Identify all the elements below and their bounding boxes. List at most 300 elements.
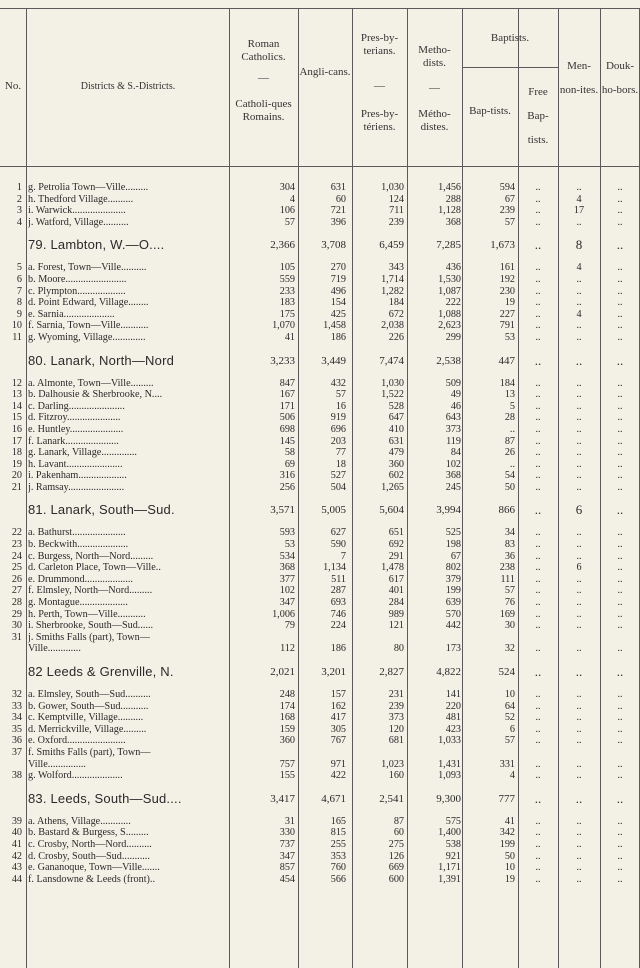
- cell-value: 647: [388, 412, 404, 424]
- cell-value: ..: [576, 481, 582, 493]
- subdistrict-name: e. Oxford.......................: [28, 735, 126, 747]
- cell-value: 159: [279, 723, 295, 735]
- header-methodists: Metho-dists.: [418, 44, 451, 69]
- table-row: [0, 470, 640, 482]
- cell-value: 511: [331, 573, 346, 585]
- cell-value: 175: [279, 308, 295, 320]
- table-row: [0, 297, 640, 309]
- cell-value: ..: [576, 735, 582, 747]
- subdistrict-name: b. Gower, South—Sud...........: [28, 700, 149, 712]
- cell-value: 199: [499, 838, 515, 850]
- cell-value: 46: [450, 400, 461, 412]
- cell-value: 239: [388, 700, 404, 712]
- table-row: [0, 724, 640, 736]
- cell-value: ..: [535, 285, 541, 297]
- cell-value: 506: [279, 412, 295, 424]
- subdistrict-name: h. Perth, Town—Ville...........: [28, 608, 146, 620]
- cell-value: 57: [284, 216, 295, 228]
- cell-value: 509: [445, 377, 461, 389]
- cell-value: ..: [617, 873, 623, 885]
- subdistrict-name: c. Plympton...................: [28, 285, 126, 297]
- subdistrict-name: Ville.............: [28, 643, 81, 655]
- cell-value: 590: [330, 539, 346, 551]
- cell-value: 570: [445, 608, 461, 620]
- cell-value: 57: [504, 735, 515, 747]
- header-free-baptists: Free Bap-tists.: [527, 86, 549, 146]
- cell-value: 2,541: [379, 792, 404, 805]
- cell-value: ..: [576, 573, 582, 585]
- cell-value: 538: [445, 838, 461, 850]
- header-roman-catholics: Roman Catholics.: [241, 38, 286, 63]
- cell-value: ..: [617, 400, 623, 412]
- cell-value: 121: [388, 620, 404, 632]
- row-number: 10: [11, 320, 22, 332]
- cell-value: 30: [504, 620, 515, 632]
- row-number: 35: [11, 723, 22, 735]
- cell-value: ..: [576, 850, 582, 862]
- cell-value: 174: [279, 700, 295, 712]
- cell-value: ..: [576, 435, 582, 447]
- cell-value: 347: [279, 597, 295, 609]
- subdistrict-name: a. Athens, Village............: [28, 815, 131, 827]
- cell-value: ..: [576, 585, 582, 597]
- row-number: 24: [11, 550, 22, 562]
- cell-value: 1,134: [323, 562, 346, 574]
- table-row: [0, 701, 640, 713]
- cell-value: 270: [330, 262, 346, 274]
- cell-value: 575: [445, 815, 461, 827]
- cell-value: 239: [499, 205, 515, 217]
- table-row: [0, 712, 640, 724]
- table-row: [0, 436, 640, 448]
- cell-value: 111: [500, 573, 515, 585]
- cell-value: 231: [388, 689, 404, 700]
- table-row: [0, 309, 640, 321]
- subdistrict-name: i. Warwick.....................: [28, 205, 126, 217]
- cell-value: 87: [393, 815, 404, 827]
- cell-value: ..: [576, 700, 582, 712]
- cell-value: 184: [499, 377, 515, 389]
- cell-value: 631: [330, 182, 346, 193]
- cell-value: 2,038: [381, 320, 404, 332]
- cell-value: 696: [330, 423, 346, 435]
- cell-value: 1,673: [490, 239, 515, 252]
- cell-value: ..: [576, 320, 582, 332]
- cell-value: ..: [535, 262, 541, 274]
- cell-value: ..: [535, 193, 541, 205]
- cell-value: 54: [504, 470, 515, 482]
- cell-value: ..: [535, 608, 541, 620]
- cell-value: 57: [504, 585, 515, 597]
- cell-value: 2,021: [270, 666, 295, 678]
- cell-value: 53: [504, 331, 515, 343]
- cell-value: 847: [279, 377, 295, 389]
- cell-value: 525: [445, 527, 461, 539]
- row-number: 39: [11, 815, 22, 827]
- cell-value: 4: [289, 193, 295, 205]
- cell-value: ..: [535, 850, 541, 862]
- cell-value: 157: [330, 689, 346, 700]
- cell-value: 10: [504, 862, 515, 874]
- cell-value: ..: [617, 550, 623, 562]
- cell-value: 57: [335, 389, 346, 401]
- row-number: 18: [11, 447, 22, 459]
- cell-value: ..: [617, 597, 623, 609]
- cell-value: 3,201: [321, 666, 346, 678]
- cell-value: 857: [279, 862, 295, 874]
- cell-value: 53: [284, 539, 295, 551]
- cell-value: ..: [576, 470, 582, 482]
- cell-value: 16: [335, 400, 346, 412]
- cell-value: ..: [617, 758, 623, 770]
- subdistrict-name: j. Watford, Village..........: [28, 216, 129, 228]
- cell-value: 7: [340, 550, 346, 562]
- cell-value: 49: [450, 389, 461, 401]
- cell-value: 342: [499, 827, 515, 839]
- cell-value: 602: [388, 470, 404, 482]
- cell-value: 1,456: [438, 182, 461, 193]
- cell-value: 1,023: [381, 758, 404, 770]
- cell-value: 3,449: [321, 354, 346, 367]
- cell-value: 866: [498, 504, 515, 517]
- cell-value: 3,994: [436, 504, 461, 517]
- cell-value: 41: [284, 331, 295, 343]
- cell-value: ..: [576, 723, 582, 735]
- cell-value: 343: [388, 262, 404, 274]
- cell-value: ..: [576, 182, 582, 193]
- cell-value: 199: [445, 585, 461, 597]
- cell-value: ..: [576, 838, 582, 850]
- row-number: 29: [11, 608, 22, 620]
- cell-value: 791: [499, 320, 515, 332]
- cell-value: ..: [617, 182, 623, 193]
- cell-value: 594: [499, 182, 515, 193]
- district-name: 82 Leeds & Grenville, N.: [28, 664, 174, 679]
- row-number: 32: [11, 689, 22, 700]
- subdistrict-name: f. Smiths Falls (part), Town—: [28, 746, 151, 758]
- cell-value: ..: [535, 400, 541, 412]
- cell-value: ..: [575, 352, 583, 368]
- cell-value: ..: [576, 643, 582, 655]
- cell-value: 248: [279, 689, 295, 700]
- cell-value: 432: [330, 377, 346, 389]
- cell-value: 1,265: [381, 481, 404, 493]
- cell-value: ..: [575, 664, 583, 679]
- row-number: 13: [11, 389, 22, 401]
- cell-value: 124: [388, 193, 404, 205]
- cell-value: ..: [535, 320, 541, 332]
- cell-value: ..: [535, 423, 541, 435]
- cell-value: ..: [535, 620, 541, 632]
- district-name: 79. Lambton, W.—O....: [28, 237, 165, 253]
- table-row: [0, 851, 640, 863]
- cell-value: 60: [393, 827, 404, 839]
- cell-value: 161: [499, 262, 515, 274]
- cell-value: ..: [576, 862, 582, 874]
- cell-value: 1,530: [438, 273, 461, 285]
- cell-value: ..: [617, 723, 623, 735]
- cell-value: 52: [504, 712, 515, 724]
- cell-value: 31: [284, 815, 295, 827]
- table-row: [0, 412, 640, 424]
- subdistrict-name: Ville...............: [28, 758, 86, 770]
- cell-value: 496: [330, 285, 346, 297]
- cell-value: 5: [509, 400, 515, 412]
- cell-value: ..: [576, 758, 582, 770]
- cell-value: 173: [445, 643, 461, 655]
- cell-value: 1,431: [438, 758, 461, 770]
- cell-value: 330: [279, 827, 295, 839]
- row-number: 3: [16, 205, 22, 217]
- table-row: [0, 539, 640, 551]
- cell-value: 693: [330, 597, 346, 609]
- cell-value: ..: [617, 331, 623, 343]
- table-row: [0, 585, 640, 597]
- cell-value: ..: [535, 435, 541, 447]
- row-number: 43: [11, 862, 22, 874]
- cell-value: ..: [535, 723, 541, 735]
- cell-value: 167: [279, 389, 295, 401]
- table-row: [0, 562, 640, 574]
- table-row: [0, 609, 640, 621]
- cell-value: 165: [330, 815, 346, 827]
- cell-value: 1,087: [438, 285, 461, 297]
- cell-value: 4: [509, 770, 515, 782]
- cell-value: 7,474: [379, 354, 404, 367]
- cell-value: ..: [616, 237, 624, 253]
- subdistrict-name: f. Lansdowne & Leeds (front)..: [28, 873, 156, 885]
- cell-value: ..: [576, 423, 582, 435]
- cell-value: ..: [535, 873, 541, 885]
- row-number: 37: [11, 746, 22, 758]
- cell-value: ..: [509, 458, 515, 470]
- header-bap-tists: Bap-tists.: [469, 105, 511, 117]
- cell-value: 203: [330, 435, 346, 447]
- cell-value: ..: [617, 827, 623, 839]
- row-number: 23: [11, 539, 22, 551]
- table-row: [0, 874, 640, 886]
- cell-value: 287: [330, 585, 346, 597]
- table-row: [0, 862, 640, 874]
- subdistrict-name: b. Moore........................: [28, 273, 127, 285]
- cell-value: ..: [576, 273, 582, 285]
- cell-value: 4: [576, 308, 582, 320]
- table-row: [0, 424, 640, 436]
- subdistrict-name: f. Elmsley, North—Nord.........: [28, 585, 153, 597]
- cell-value: ..: [617, 435, 623, 447]
- cell-value: ..: [617, 205, 623, 217]
- table-row: [0, 551, 640, 563]
- cell-value: ..: [535, 205, 541, 217]
- cell-value: 57: [504, 216, 515, 228]
- cell-value: 275: [388, 838, 404, 850]
- table-top-rule: [0, 8, 640, 9]
- cell-value: 192: [499, 273, 515, 285]
- cell-value: ..: [617, 412, 623, 424]
- header-anglicans: Angli-cans.: [299, 66, 351, 78]
- cell-value: 154: [330, 297, 346, 309]
- cell-value: ..: [535, 862, 541, 874]
- header-catholiques-romains: Catholi-ques Romains.: [235, 98, 292, 123]
- table-row: [0, 643, 640, 655]
- district-total-row: [0, 344, 640, 378]
- subdistrict-name: g. Wolford....................: [28, 770, 123, 782]
- cell-value: 447: [498, 354, 515, 367]
- table-row: [0, 217, 640, 229]
- subdistrict-name: g. Wyoming, Village.............: [28, 331, 146, 343]
- cell-value: 719: [330, 273, 346, 285]
- subdistrict-name: a. Forest, Town—Ville..........: [28, 262, 147, 274]
- cell-value: 120: [388, 723, 404, 735]
- cell-value: 1,714: [381, 273, 404, 285]
- cell-value: 32: [504, 643, 515, 655]
- cell-value: 304: [279, 182, 295, 193]
- table-row: [0, 274, 640, 286]
- subdistrict-name: f. Sarnia, Town—Ville...........: [28, 320, 149, 332]
- cell-value: ..: [535, 735, 541, 747]
- cell-value: ..: [535, 308, 541, 320]
- table-row: [0, 620, 640, 632]
- header-no: No.: [4, 80, 22, 92]
- cell-value: 672: [388, 308, 404, 320]
- subdistrict-name: d. Crosby, South—Sud...........: [28, 850, 150, 862]
- cell-value: ..: [535, 539, 541, 551]
- row-number: 4: [16, 216, 22, 228]
- cell-value: 379: [445, 573, 461, 585]
- cell-value: 396: [330, 216, 346, 228]
- cell-value: 230: [499, 285, 515, 297]
- cell-value: 5,005: [321, 504, 346, 517]
- cell-value: 184: [388, 297, 404, 309]
- cell-value: 222: [445, 297, 461, 309]
- subdistrict-name: g. Lanark, Village..............: [28, 447, 137, 459]
- cell-value: 534: [279, 550, 295, 562]
- district-name: 80. Lanark, North—Nord: [28, 352, 175, 368]
- table-row: [0, 182, 640, 194]
- cell-value: 3,708: [321, 239, 346, 252]
- cell-value: 186: [330, 331, 346, 343]
- cell-value: 50: [504, 481, 515, 493]
- cell-value: ..: [535, 827, 541, 839]
- cell-value: 67: [450, 550, 461, 562]
- cell-value: ..: [576, 400, 582, 412]
- row-number: 30: [11, 620, 22, 632]
- cell-value: ..: [617, 308, 623, 320]
- row-number: 22: [11, 527, 22, 539]
- cell-value: ..: [535, 447, 541, 459]
- cell-value: 36: [504, 550, 515, 562]
- cell-value: 721: [330, 205, 346, 217]
- cell-value: 168: [279, 712, 295, 724]
- header-presbyteriens: Pres-by-tériens.: [360, 108, 399, 133]
- row-number: 40: [11, 827, 22, 839]
- cell-value: 989: [388, 608, 404, 620]
- table-row: [0, 401, 640, 413]
- cell-value: ..: [617, 320, 623, 332]
- subdistrict-name: g. Montague...................: [28, 597, 128, 609]
- cell-value: ..: [576, 447, 582, 459]
- cell-value: 373: [388, 712, 404, 724]
- row-number: 1: [16, 182, 22, 193]
- subdistrict-name: a. Almonte, Town—Ville.........: [28, 377, 154, 389]
- cell-value: 593: [279, 527, 295, 539]
- cell-value: ..: [617, 689, 623, 700]
- row-number: 26: [11, 573, 22, 585]
- cell-value: 18: [335, 458, 346, 470]
- cell-value: 17: [573, 205, 585, 217]
- cell-value: ..: [535, 377, 541, 389]
- cell-value: 425: [330, 308, 346, 320]
- subdistrict-name: i. Pakenham...................: [28, 470, 127, 482]
- subdistrict-name: e. Gananoque, Town—Ville.......: [28, 862, 160, 874]
- table-row: [0, 194, 640, 206]
- row-number: 31: [11, 631, 22, 643]
- cell-value: ..: [535, 712, 541, 724]
- cell-value: ..: [535, 562, 541, 574]
- row-number: 5: [16, 262, 22, 274]
- cell-value: ..: [535, 182, 541, 193]
- cell-value: 757: [279, 758, 295, 770]
- cell-value: 802: [445, 562, 461, 574]
- cell-value: ..: [617, 620, 623, 632]
- cell-value: ..: [534, 352, 542, 368]
- cell-value: 377: [279, 573, 295, 585]
- cell-value: 410: [388, 423, 404, 435]
- subdistrict-name: j. Smiths Falls (part), Town—: [28, 631, 150, 643]
- cell-value: ..: [576, 608, 582, 620]
- cell-value: ..: [617, 377, 623, 389]
- cell-value: ..: [535, 838, 541, 850]
- subdistrict-name: c. Burgess, North—Nord.........: [28, 550, 154, 562]
- row-number: 44: [11, 873, 22, 885]
- row-number: 20: [11, 470, 22, 482]
- cell-value: 1,400: [438, 827, 461, 839]
- cell-value: 245: [445, 481, 461, 493]
- table-row: [0, 378, 640, 390]
- cell-value: ..: [535, 216, 541, 228]
- cell-value: 631: [388, 435, 404, 447]
- cell-value: ..: [617, 423, 623, 435]
- cell-value: 417: [330, 712, 346, 724]
- cell-value: 288: [445, 193, 461, 205]
- cell-value: ..: [535, 389, 541, 401]
- cell-value: ..: [617, 527, 623, 539]
- cell-value: 527: [330, 470, 346, 482]
- row-number: 8: [16, 297, 22, 309]
- subdistrict-name: c. Crosby, North—Nord..........: [28, 838, 152, 850]
- table-row: [0, 332, 640, 344]
- row-number: 16: [11, 423, 22, 435]
- cell-value: 19: [504, 873, 515, 885]
- cell-value: 422: [330, 770, 346, 782]
- row-number: 33: [11, 700, 22, 712]
- cell-value: ..: [617, 770, 623, 782]
- cell-value: ..: [617, 562, 623, 574]
- subdistrict-name: d. Point Edward, Village........: [28, 297, 149, 309]
- cell-value: 2,623: [438, 320, 461, 332]
- cell-value: 617: [388, 573, 404, 585]
- cell-value: 4,671: [321, 792, 346, 805]
- row-number: 7: [16, 285, 22, 297]
- cell-value: 83: [504, 539, 515, 551]
- row-number: 27: [11, 585, 22, 597]
- cell-value: 919: [330, 412, 346, 424]
- cell-value: ..: [616, 502, 624, 518]
- cell-value: ..: [617, 585, 623, 597]
- cell-value: 1,282: [381, 285, 404, 297]
- cell-value: 299: [445, 331, 461, 343]
- cell-value: ..: [509, 423, 515, 435]
